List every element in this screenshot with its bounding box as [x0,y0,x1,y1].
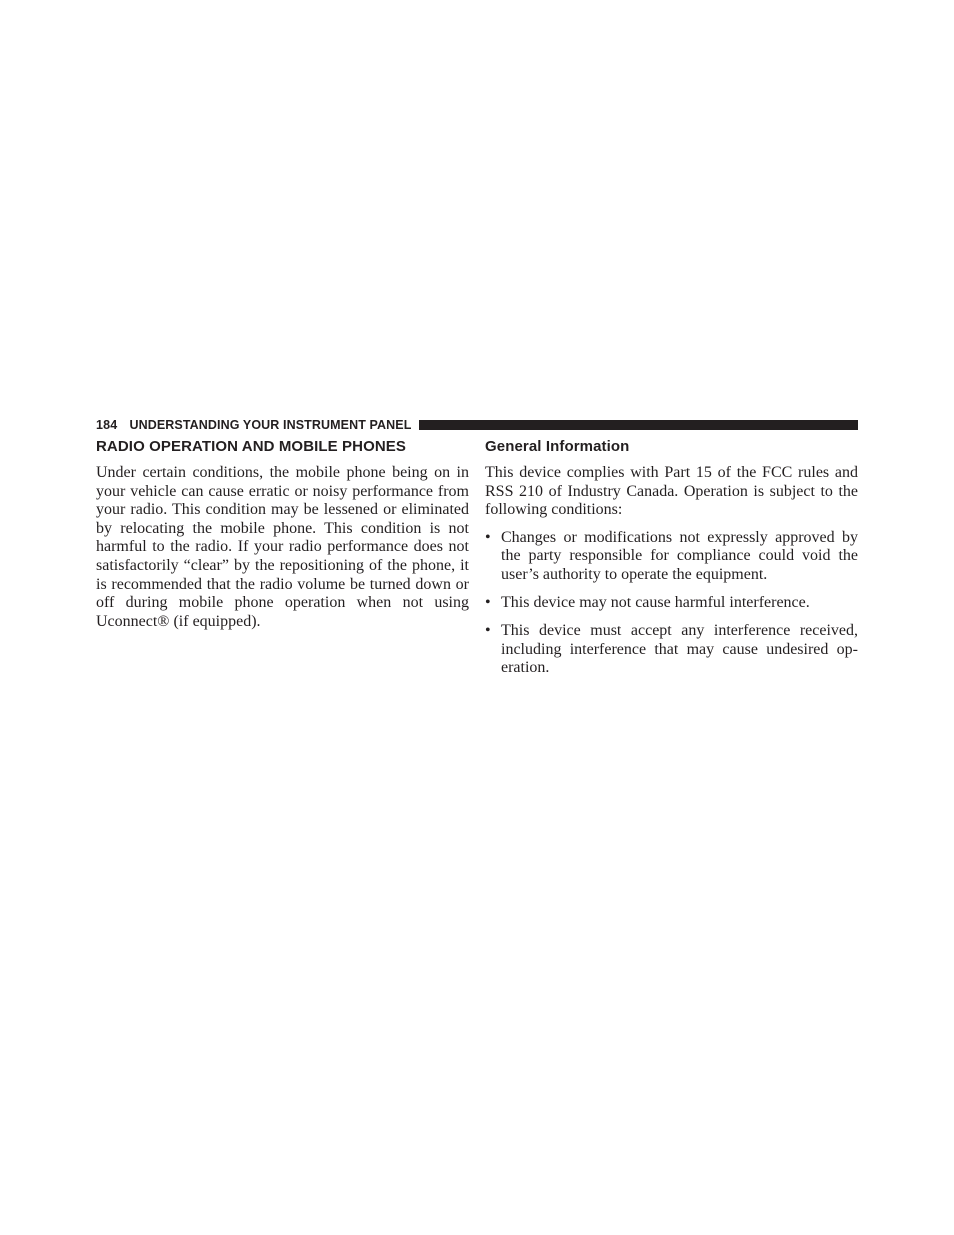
bullet-icon: • [485,528,491,546]
list-item [485,594,858,613]
list-item [485,529,858,585]
section-title: UNDERSTANDING YOUR INSTRUMENT PANEL [129,418,412,432]
list-item-text: Changes or modifications not expressly approved by the party responsible for compliance could void the user’s authority to operate the equipment. [501,528,858,583]
page-number: 184 [96,418,118,432]
bullet-icon: • [485,594,491,612]
list-item-text: This device must accept any interference received, including interference that may cause undesired op-eration. [501,622,858,677]
list-item [485,622,858,678]
conditions-list [485,529,858,678]
bullet-icon: • [485,622,491,640]
general-information-heading: General Information [485,438,630,455]
page-header [96,417,858,433]
header-rule-bar [419,420,858,430]
radio-operation-paragraph: Under certain conditions, the mobile phone being on in your vehicle can cause erratic or noisy performance from your radio. This condition may be lessened or eliminated by relocating the mobile phone. This condition is not harmful to the radio. If your radio performance does not satisfactorily “clear” by the repositioning of the phone, it is recommended that the radio volume be turned down or off during mobile phone operation when not using Uconnect® (if equipped). [96,464,469,630]
fcc-compliance-paragraph: This device complies with Part 15 of the FCC rules and RSS 210 of Industry Canada. Operation is subject to the following conditions: [485,464,858,519]
right-column [485,437,858,687]
left-column [96,437,469,631]
radio-operation-heading: RADIO OPERATION AND MOBILE PHONES [96,438,406,455]
list-item-text: This device may not cause harmful interference. [501,594,810,612]
